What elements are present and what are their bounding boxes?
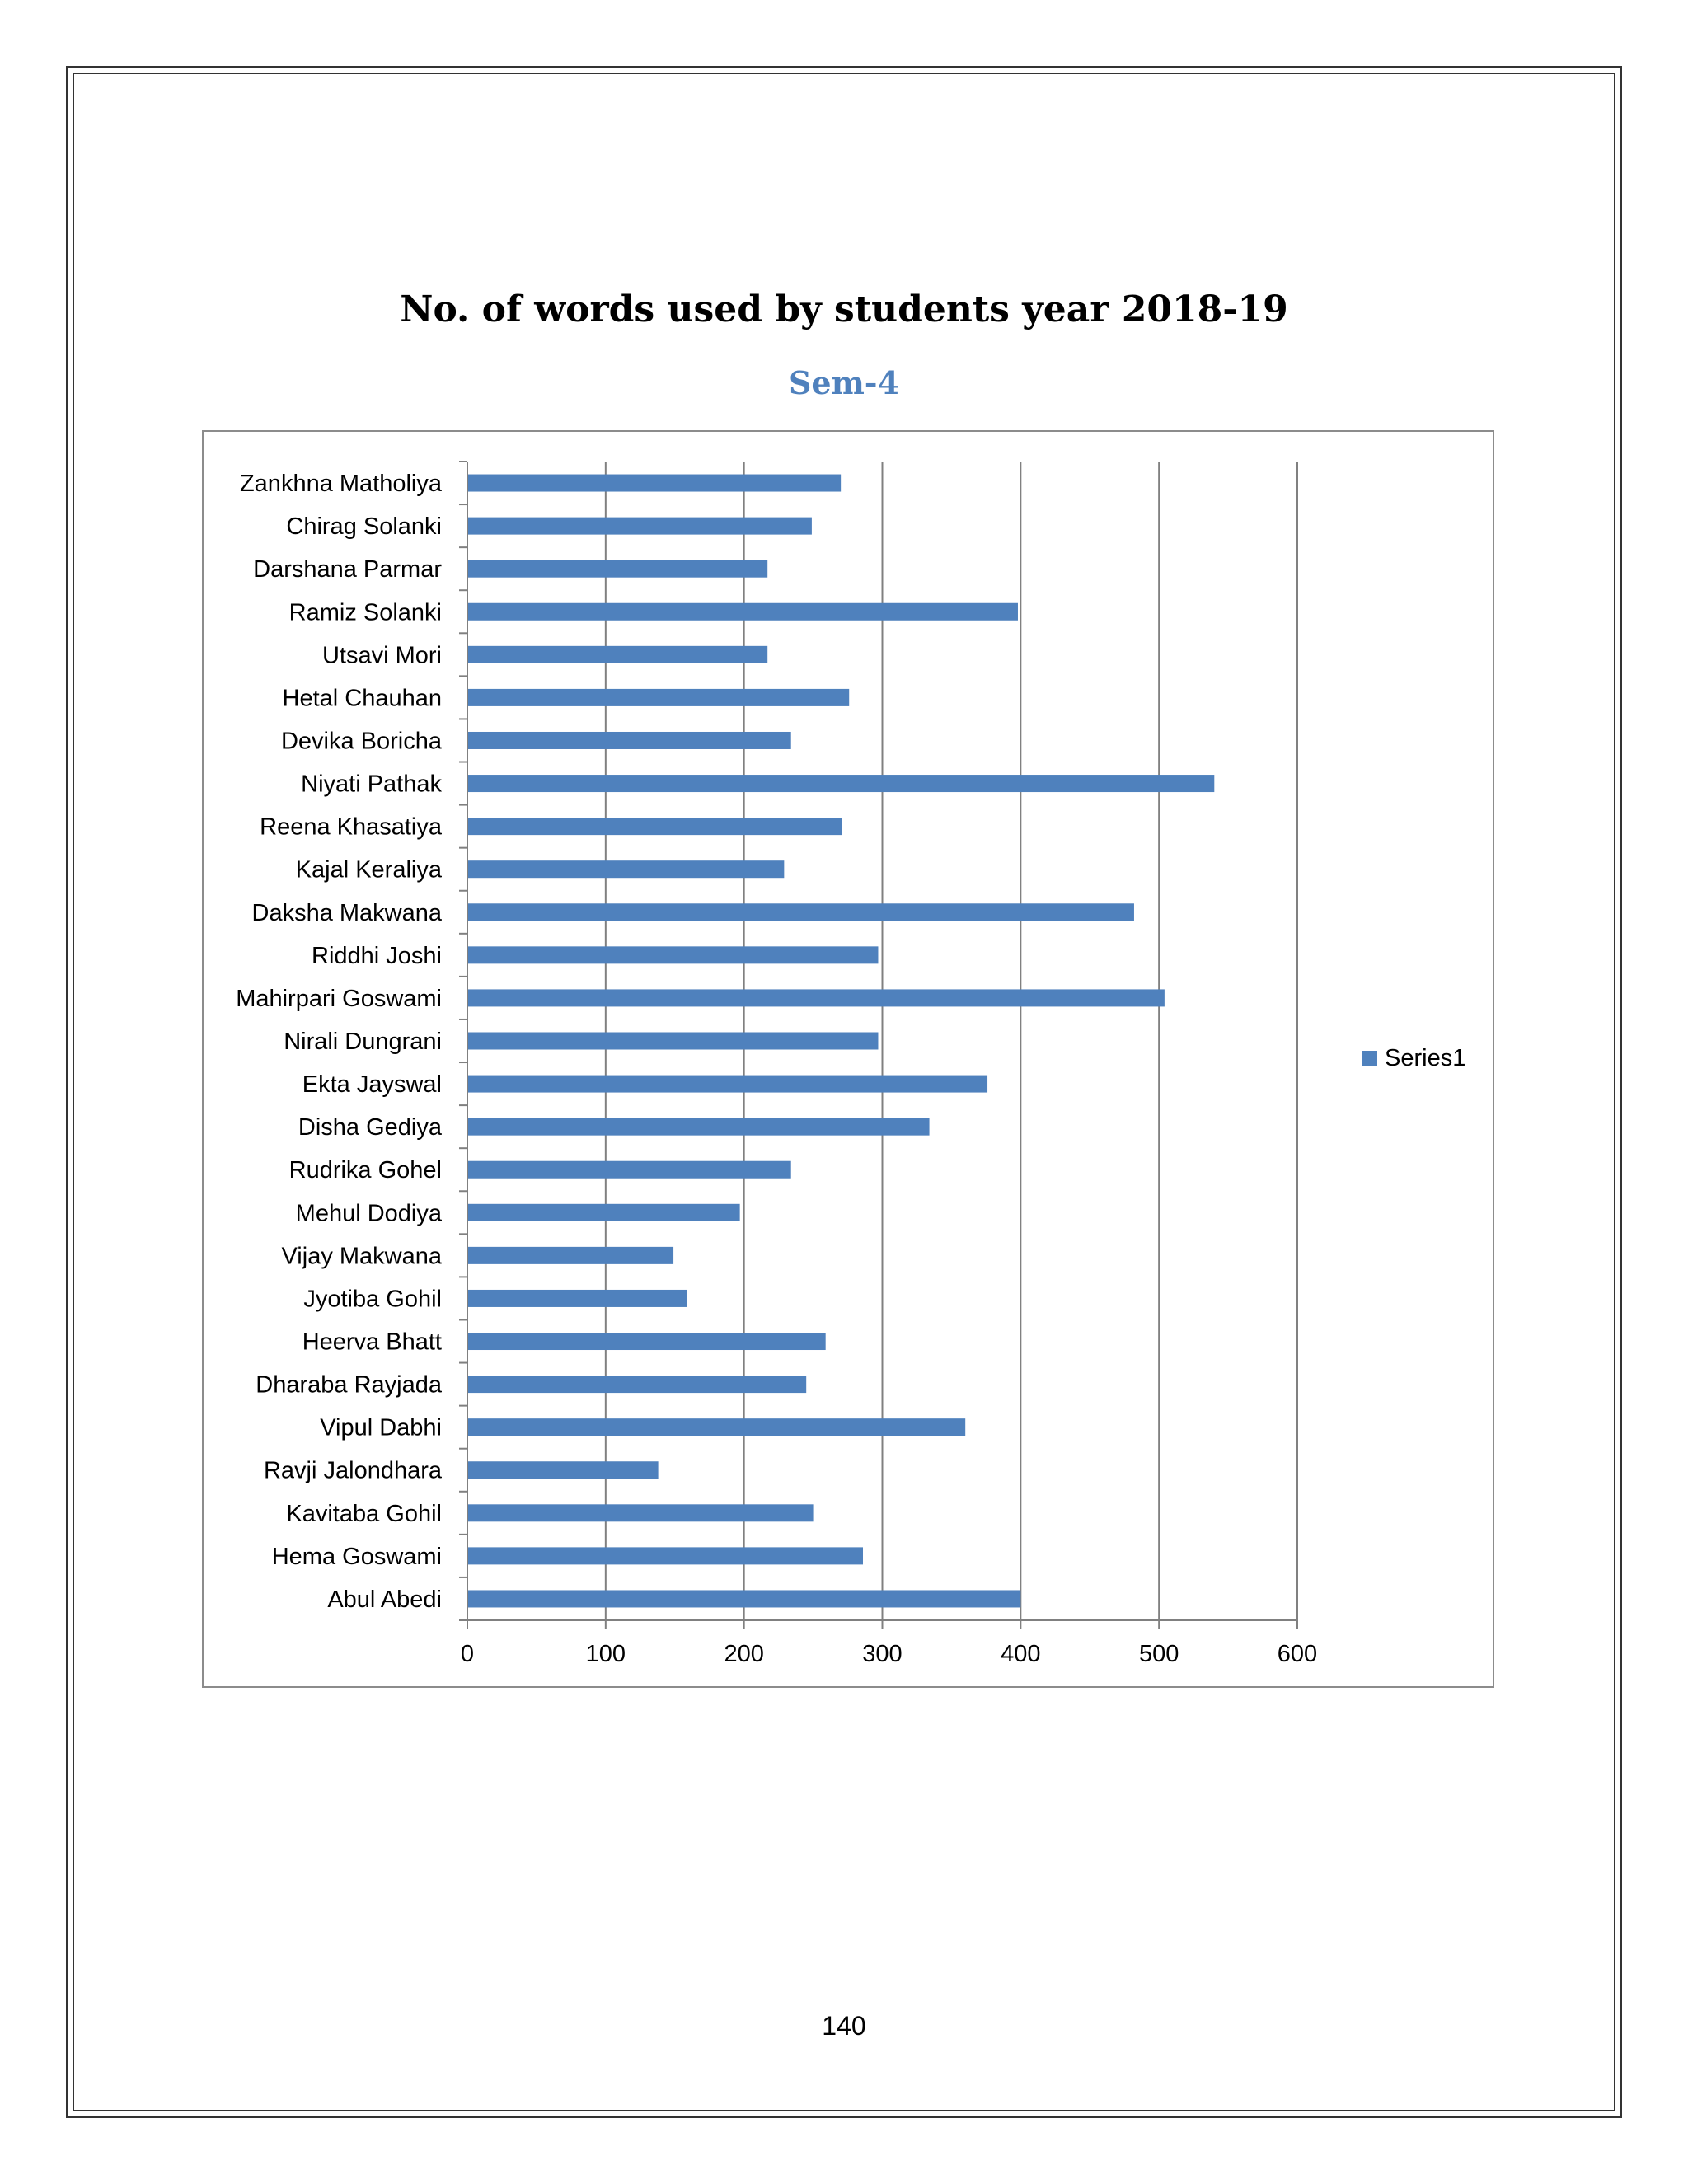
category-label: Heerva Bhatt xyxy=(302,1329,442,1356)
page-number: 140 xyxy=(822,2011,866,2041)
bar xyxy=(467,646,767,663)
bar xyxy=(467,775,1214,792)
bar xyxy=(467,1376,806,1393)
bar xyxy=(467,1247,673,1264)
category-label: Hema Goswami xyxy=(271,1543,442,1570)
bar xyxy=(467,1204,740,1221)
bar xyxy=(467,560,767,578)
category-label: Reena Khasatiya xyxy=(260,813,442,841)
bar xyxy=(467,603,1018,621)
category-label: Daksha Makwana xyxy=(251,899,442,926)
category-label: Zankhna Matholiya xyxy=(239,471,442,498)
bar xyxy=(467,1118,930,1136)
category-label: Mehul Dodiya xyxy=(295,1200,442,1227)
category-label: Rudrika Gohel xyxy=(288,1157,442,1184)
category-label: Vijay Makwana xyxy=(281,1243,442,1270)
x-tick-label: 600 xyxy=(1277,1641,1318,1667)
x-tick-label: 200 xyxy=(724,1641,764,1667)
category-label: Vipul Dabhi xyxy=(320,1414,442,1441)
category-label: Utsavi Mori xyxy=(321,642,442,669)
category-label: Darshana Parmar xyxy=(253,556,442,583)
category-label: Hetal Chauhan xyxy=(282,685,442,712)
bar xyxy=(467,1033,878,1050)
category-label: Nirali Dungrani xyxy=(284,1029,442,1055)
category-label: Riddhi Joshi xyxy=(312,942,442,969)
category-label: Abul Abedi xyxy=(327,1586,442,1613)
bar xyxy=(467,1076,987,1093)
bar xyxy=(467,1590,1020,1607)
category-label: Ekta Jayswal xyxy=(302,1071,442,1099)
bar xyxy=(467,903,1134,921)
category-label: Ravji Jalondhara xyxy=(263,1457,442,1484)
legend-label: Series1 xyxy=(1385,1045,1466,1071)
bar xyxy=(467,1290,687,1307)
category-label: Devika Boricha xyxy=(280,728,442,755)
category-label: Chirag Solanki xyxy=(286,513,442,541)
x-tick-label: 400 xyxy=(1001,1641,1041,1667)
category-label: Jyotiba Gohil xyxy=(303,1286,442,1313)
bar xyxy=(467,989,1165,1006)
x-tick-label: 300 xyxy=(862,1641,903,1667)
chart-title: No. of words used by students year 2018-19 xyxy=(400,288,1288,330)
bar xyxy=(467,1161,791,1179)
category-label: Kavitaba Gohil xyxy=(286,1500,442,1527)
category-label: Disha Gediya xyxy=(298,1114,442,1141)
bar xyxy=(467,1547,863,1564)
x-tick-label: 100 xyxy=(585,1641,626,1667)
bar xyxy=(467,732,791,749)
category-label: Mahirpari Goswami xyxy=(236,985,442,1012)
legend-swatch xyxy=(1362,1051,1377,1066)
bar xyxy=(467,946,878,963)
category-label: Niyati Pathak xyxy=(301,771,442,798)
bar xyxy=(467,818,842,835)
chart-subtitle: Sem-4 xyxy=(788,364,900,401)
bar xyxy=(467,689,849,706)
bar xyxy=(467,1418,965,1436)
bar xyxy=(467,860,784,878)
bar xyxy=(467,518,812,535)
category-label: Ramiz Solanki xyxy=(288,599,442,626)
category-label: Dharaba Rayjada xyxy=(256,1371,442,1399)
bar xyxy=(467,1333,826,1350)
bar xyxy=(467,1504,814,1521)
bar xyxy=(467,1461,659,1479)
bar xyxy=(467,475,841,492)
category-label: Kajal Keraliya xyxy=(295,856,442,883)
x-tick-label: 0 xyxy=(460,1641,475,1667)
x-tick-label: 500 xyxy=(1138,1641,1179,1667)
